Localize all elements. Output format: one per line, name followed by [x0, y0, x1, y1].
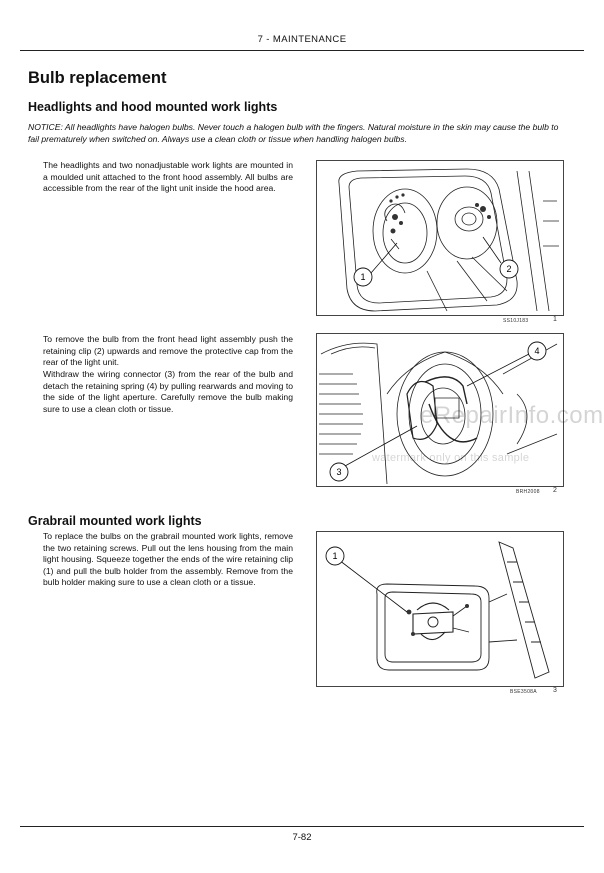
- section-header: 7 - MAINTENANCE: [257, 34, 347, 45]
- page-number: 7-82: [292, 832, 312, 843]
- header-rule: [20, 50, 584, 51]
- figure-1-number: 1: [553, 316, 557, 323]
- figure-3-illustration: [317, 532, 563, 686]
- watermark-main: eRepairInfo.com: [420, 402, 604, 429]
- figure-3-callout-1: 1: [332, 551, 338, 561]
- paragraph-withdraw-connector: Withdraw the wiring connector (3) from the rear of the bulb and detach the retaining spring (4) by pulling rearwards and moving to the side of the light aperture. Carefully remove the bulb making sure to use a clean cloth or tissue.: [43, 369, 293, 414]
- figure-1-code: SS10J183: [503, 318, 529, 324]
- figure-3-grabrail-light: [316, 531, 564, 687]
- paragraph-remove-bulb: To remove the bulb from the front head light assembly push the retaining clip (2) upwards and remove the protective cap from the rear of the light unit.: [43, 334, 293, 368]
- paragraph-grabrail-bulbs: To replace the bulbs on the grabrail mounted work lights, remove the two retaining screws. Pull out the lens housing from the main light housing. Squeeze together the ends of the wire retaining clip (1) and pull the bulb holder from the assembly. Remove from the bulb holder making sure to use a clean cloth or a tissue.: [43, 531, 293, 588]
- figure-3-number: 3: [553, 687, 557, 694]
- figure-2-code: BRH2008: [516, 489, 540, 495]
- watermark-sub: watermark only on this sample: [372, 452, 530, 464]
- figure-2-number: 2: [553, 487, 557, 494]
- figure-2-callout-4: 4: [534, 346, 540, 356]
- figure-2-callout-3: 3: [336, 467, 342, 477]
- page-title: Bulb replacement: [28, 69, 167, 87]
- footer-rule: [20, 826, 584, 827]
- notice-text: NOTICE: All headlights have halogen bulbs. Never touch a halogen bulb with the fingers. Natural moisture in the skin may cause the bulb to fail prematurely when switched on. Always use a clean cloth or tissue when handling halogen bulbs.: [28, 122, 559, 144]
- figure-1-callout-1: 1: [360, 272, 366, 282]
- paragraph-headlight-mounting: The headlights and two nonadjustable work lights are mounted in a moulded unit attached to the front hood assembly. All bulbs are accessible from the rear of the light unit inside the hood area.: [43, 160, 293, 194]
- figure-3-code: BSE3508A: [510, 689, 537, 695]
- section-heading-grabrail: Grabrail mounted work lights: [28, 514, 202, 528]
- figure-1-callout-2: 2: [506, 264, 512, 274]
- figure-1-headlight-unit: [316, 160, 564, 316]
- section-heading-headlights: Headlights and hood mounted work lights: [28, 100, 278, 114]
- figure-1-illustration: [317, 161, 563, 315]
